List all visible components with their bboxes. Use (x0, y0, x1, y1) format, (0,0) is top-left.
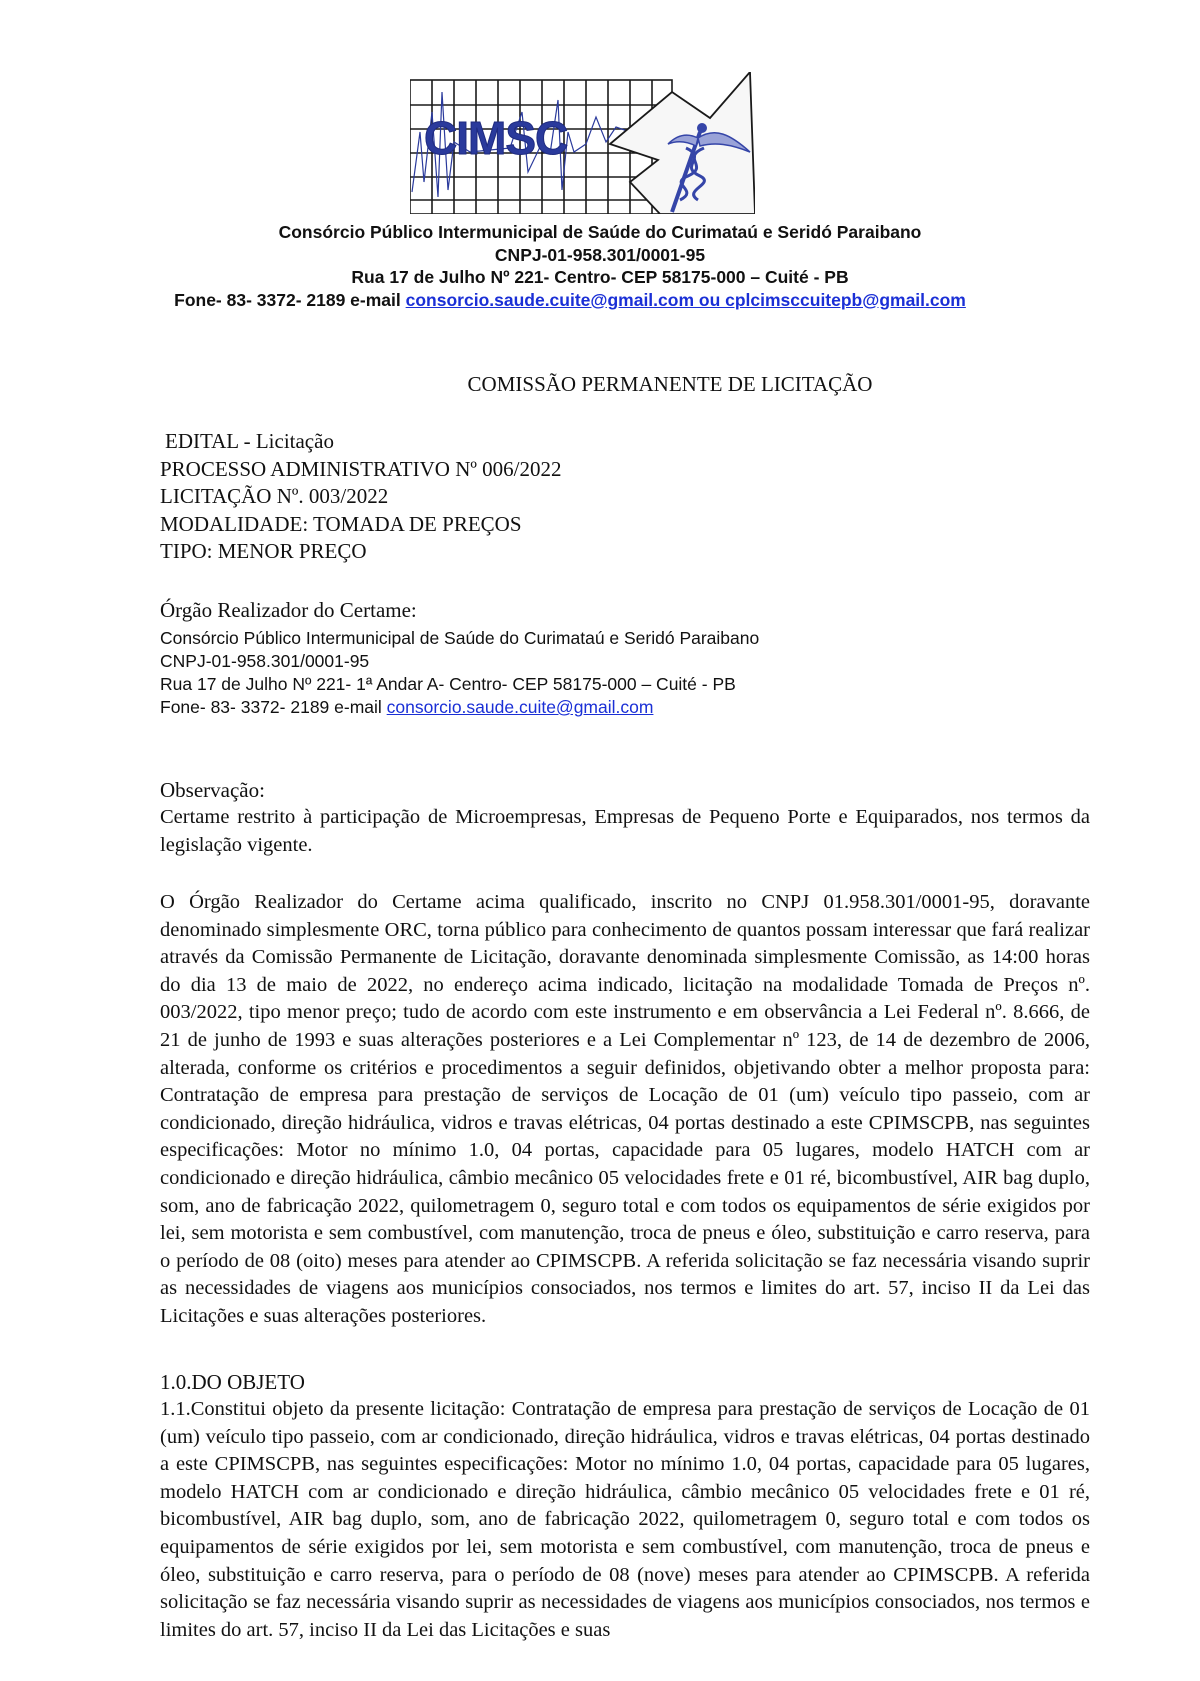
orgao-address: Rua 17 de Julho Nº 221- 1ª Andar A- Centro- CEP 58175-000 – Cuité - PB (160, 674, 736, 694)
orgao-contact (160, 696, 759, 719)
letterhead-cnpj: CNPJ-01-958.301/0001-95 (494, 244, 706, 265)
orgao-phone: Fone- 83- 3372- 2189 e-mail (160, 697, 387, 717)
logo-text: CIMSC (424, 112, 568, 164)
observacao-text: Certame restrito à participação de Microempresas, Empresas de Pequeno Porte e Equiparados, nos termos da legislação vigente. (160, 806, 1090, 856)
orgao-title: Órgão Realizador do Certame: (160, 598, 417, 622)
letterhead-org-name: Consórcio Público Intermunicipal de Saúde do Curimataú e Seridó Paraibano (278, 222, 922, 242)
observacao-title: Observação: (160, 778, 265, 802)
licitacao-number: LICITAÇÃO Nº. 003/2022 (160, 484, 389, 508)
logo-graphic (410, 72, 755, 214)
main-paragraph: O Órgão Realizador do Certame acima qualificado, inscrito no CNPJ 01.958.301/0001-95, doravante denominado simplesmente ORC, torna público para conhecimento de quantos possam interessar que fará realizar através da Comissão Permanente de Licitação, doravante denominada simplesmente Comissão, as 14:00 horas do dia 13 de maio de 2022, no endereço acima indicado, licitação na modalidade Tomada de Preços nº. 003/2022, tipo menor preço; tudo de acordo com este instrumento e em observância a Lei Federal nº. 8.666, de 21 de junho de 1993 e suas alterações posteriores e a Lei Complementar nº 123, de 14 de dezembro de 2006, alterada, conforme os critérios e procedimentos a seguir definidos, objetivando obter a melhor proposta para: Contratação de empresa para prestação de serviços de Locação de 01 (um) veículo tipo passeio, com ar condicionado, direção hidráulica, vidros e travas elétricas, 04 portas destinado a este CPIMSCPB, nas seguintes especificações: Motor no mínimo 1.0, 04 portas, capacidade para 05 lugares, modelo HATCH com ar condicionado e direção hidráulica, câmbio mecânico 05 velocidades frete e 01 ré, bicombustível, AIR bag duplo, som, ano de fabricação 2022, quilometragem 0, seguro total e com todos os equipamentos de série exigidos por lei, sem motorista e sem combustível, com manutenção, troca de pneus e óleo, substituição e carro reserva, para o período de 08 (oito) meses para atender ao CPIMSCPB. A referida solicitação se faz necessária visando suprir as necessidades de viagens aos municípios consociados, nos termos e limites do art. 57, inciso II da Lei das Licitações e suas alterações posteriores. (160, 891, 1090, 1327)
committee-title: COMISSÃO PERMANENTE DE LICITAÇÃO (467, 372, 873, 396)
orgao-name: Consórcio Público Intermunicipal de Saúde do Curimataú e Seridó Paraibano (160, 628, 760, 648)
modalidade: MODALIDADE: TOMADA DE PREÇOS (160, 511, 522, 536)
processo-number: PROCESSO ADMINISTRATIVO Nº 006/2022 (160, 456, 562, 481)
letterhead-phone: Fone- 83- 3372- 2189 e-mail (174, 289, 406, 310)
letterhead-contact (120, 289, 1020, 312)
section-objeto-title: 1.0.DO OBJETO (160, 1370, 305, 1394)
process-meta (160, 428, 561, 566)
orgao-cnpj: CNPJ-01-958.301/0001-95 (160, 651, 370, 671)
section-objeto-item-1-1: 1.1.Constitui objeto da presente licitação: Contratação de empresa para prestação de serviços de Locação de 01 (um) veículo tipo passeio, com ar condicionado, direção hidráulica, vidros e travas elétricas, 04 portas destinado a este CPIMSCPB, nas seguintes especificações: Motor no mínimo 1.0, 04 portas, capacidade para 05 lugares, modelo HATCH com ar condicionado e direção hidráulica, câmbio mecânico 05 velocidades frete e 01 ré, bicombustível, AIR bag duplo, som, ano de fabricação 2022, quilometragem 0, seguro total e com todos os equipamentos de série exigidos por lei, sem motorista e sem combustível, com manutenção, troca de pneus e óleo, substituição e carro reserva, para o período de 08 (nove) meses para atender ao CPIMSCPB. A referida solicitação se faz necessária visando suprir as necessidades de viagens aos municípios consociados, nos termos e limites do art. 57, inciso II da Lei das Licitações e suas (160, 1398, 1090, 1641)
letterhead-address: Rua 17 de Julho Nº 221- Centro- CEP 58175-000 – Cuité - PB (351, 267, 849, 287)
letterhead (150, 221, 1050, 311)
orgao-details (160, 627, 759, 719)
tipo: TIPO: MENOR PREÇO (160, 539, 367, 563)
cimsc-logo (410, 72, 755, 214)
orgao-email-link[interactable]: consorcio.saude.cuite@gmail.com (386, 697, 654, 717)
letterhead-email-link[interactable]: consorcio.saude.cuite@gmail.com ou cplcimsccuitepb@gmail.com (405, 289, 966, 310)
edital-label: EDITAL - Licitação (165, 429, 334, 453)
